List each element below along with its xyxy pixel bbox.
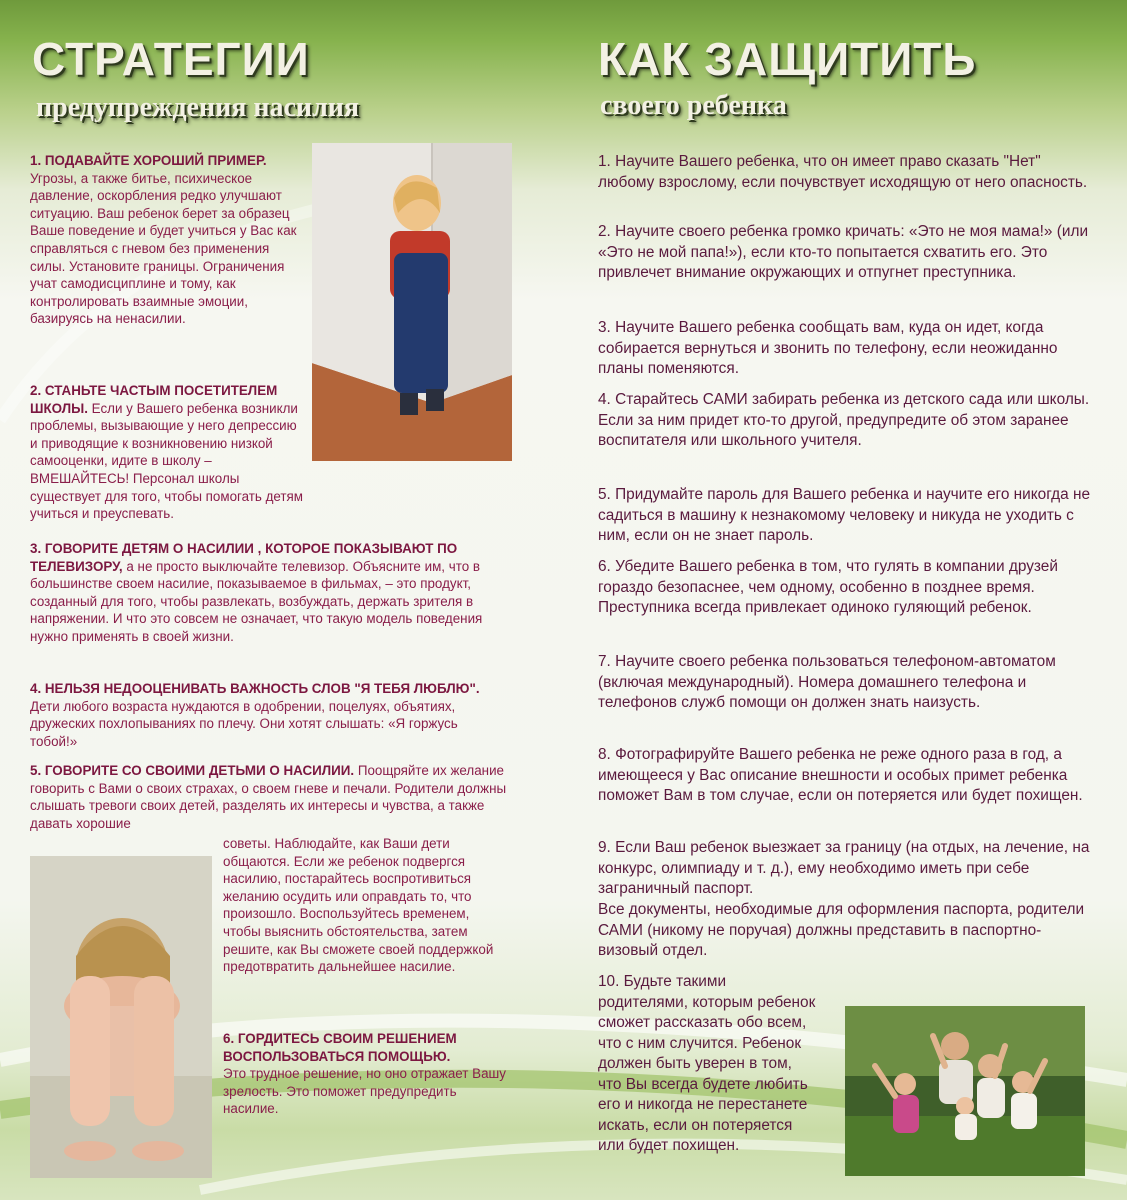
right-item-10: 10. Будьте такими родителями, которым ребенок сможет рассказать обо всем, что с ним случится. Ребенок должен быть уверен в том, что Вы всегда будете любить его и никогда не перестанете искать, если он потеряется или будет похищен. — [598, 973, 816, 1154]
left-item-3 — [30, 540, 508, 646]
left-item-4-text: Дети любого возраста нуждаются в одобрении, поцелуях, объятиях, дружеских похлопываниях по плечу. Они хотят слышать: «Я горжусь тобой!» — [30, 698, 458, 749]
left-column — [30, 0, 525, 1200]
left-item-1-heading: 1. ПОДАВАЙТЕ ХОРОШИЙ ПРИМЕР. — [30, 153, 267, 168]
right-item-1: 1. Научите Вашего ребенка, что он имеет право сказать "Нет" любому взрослому, если почувствует исходящую от него опасность. — [598, 153, 1088, 191]
right-item-5: 5. Придумайте пароль для Вашего ребенка и научите его никогда не садиться в машину к незнакомому человеку и никуда не уходить с ним, если он не знает пароль. — [598, 486, 1091, 544]
left-item-3-text: а не просто выключайте телевизор. Объясните им, что в большинстве своем насилие, показываемое в фильмах, – это продукт, созданный для того, чтобы развлекать, возбуждать, держать зрителя в напряжении. И что это совсем не означает, что такую модель поведения нужно применять в своей жизни. — [30, 558, 483, 644]
left-subtitle: предупреждения насилия — [36, 92, 360, 123]
right-item-9-note: Все документы, необходимые для оформления паспорта, родители САМИ (никому не поручая) должны представить в паспортно-визовый отдел. — [598, 901, 1085, 959]
right-column — [598, 0, 1098, 1200]
photo-child-hiding-face — [30, 856, 212, 1178]
right-subtitle: своего ребенка — [600, 90, 787, 121]
left-item-4 — [30, 680, 508, 750]
left-item-6-text: Это трудное решение, но оно отражает Вашу зрелость. Это поможет предупредить насилие. — [223, 1066, 506, 1117]
left-item-2 — [30, 382, 305, 523]
left-item-4-heading: 4. НЕЛЬЗЯ НЕДООЦЕНИВАТЬ ВАЖНОСТЬ СЛОВ "Я ТЕБЯ ЛЮБЛЮ". — [30, 681, 480, 696]
right-title: КАК ЗАЩИТИТЬ — [598, 33, 977, 85]
left-item-3-heading: 3. ГОВОРИТЕ ДЕТЯМ О НАСИЛИИ , КОТОРОЕ ПОКАЗЫВАЮТ ПО ТЕЛЕВИЗОРУ, — [30, 541, 458, 574]
left-item-2-heading: 2. СТАНЬТЕ ЧАСТЫМ ПОСЕТИТЕЛЕМ ШКОЛЫ. — [30, 383, 278, 416]
photo-happy-family — [845, 1006, 1085, 1176]
left-item-5-text-a: Поощряйте их желание говорить с Вами о своих страхах, о своем гневе и печали. Родители должны слышать тревоги своих детей, разделять их интересы и чувства, а также давать хорошие — [30, 763, 507, 831]
left-item-5-continued: советы. Наблюдайте, как Ваши дети общаются. Если же ребенок подвергся насилию, постарайтесь воспротивиться желанию осудить или оправдать то, что произошло. Воспользуйтесь временем, чтобы выяснить обстоятельства, затем решите, как Вы сможете своей поддержкой предотвратить дальнейшее насилие. — [223, 836, 494, 975]
right-item-6: 6. Убедите Вашего ребенка в том, что гулять в компании друзей гораздо безопаснее, чем одному, особенно в позднее время. Преступника всегда привлекает одиноко гуляющий ребенок. — [598, 558, 1058, 616]
left-item-1 — [30, 152, 300, 328]
right-item-2: 2. Научите своего ребенка громко кричать: «Это не моя мама!» (или «Это не мой папа!»), если кто-то попытается схватить его. Это привлечет внимание окружающих и отпугнет преступника. — [598, 223, 1089, 281]
right-item-7: 7. Научите своего ребенка пользоваться телефоном-автоматом (включая международный). Номера домашнего телефона и телефонов служб помощи он должен знать наизусть. — [598, 653, 1056, 711]
photo-child-in-corner — [312, 143, 512, 461]
right-item-3: 3. Научите Вашего ребенка сообщать вам, куда он идет, когда собирается вернуться и звонить по телефону, если неожиданно планы поменяются. — [598, 319, 1058, 377]
left-item-1-text: Угрозы, а также битье, психическое давление, оскорбления редко улучшают ситуацию. Ваш ребенок берет за образец Ваше поведение и будет учиться у Вас как справляться с гневом без применения силы. Установите границы. Ограничения учат самодисциплине и тому, как контролировать взаимные эмоции, базируясь на ненасилии. — [30, 170, 297, 327]
left-item-6 — [223, 1030, 513, 1118]
right-item-9: 9. Если Ваш ребенок выезжает за границу (на отдых, на лечение, на конкурс, олимпиаду и т. д.), ему необходимо иметь при себе заграничный паспорт. — [598, 839, 1090, 897]
right-item-8: 8. Фотографируйте Вашего ребенка не реже одного раза в год, а имеющееся у Вас описание внешности и особых примет ребенка поможет Вам в том случае, если он потеряется или будет похищен. — [598, 746, 1083, 804]
left-item-6-heading: 6. ГОРДИТЕСЬ СВОИМ РЕШЕНИЕМ ВОСПОЛЬЗОВАТЬСЯ ПОМОЩЬЮ. — [223, 1031, 457, 1064]
right-item-4: 4. Старайтесь САМИ забирать ребенка из детского сада или школы. Если за ним придет кто-то другой, предупредите об этом заранее воспитателя или школьного учителя. — [598, 391, 1090, 449]
left-item-5-heading: 5. ГОВОРИТЕ СО СВОИМИ ДЕТЬМИ О НАСИЛИИ. — [30, 763, 355, 778]
left-item-5 — [30, 762, 508, 832]
left-item-2-text: Если у Вашего ребенка возникли проблемы, вызывающие у него депрессию и приводящие к возникновению низкой самооценки, идите в школу – ВМЕШАЙТЕСЬ! Персонал школы существует для того, чтобы помогать детям учиться и преуспевать. — [30, 400, 304, 522]
left-title: СТРАТЕГИИ — [32, 33, 310, 85]
